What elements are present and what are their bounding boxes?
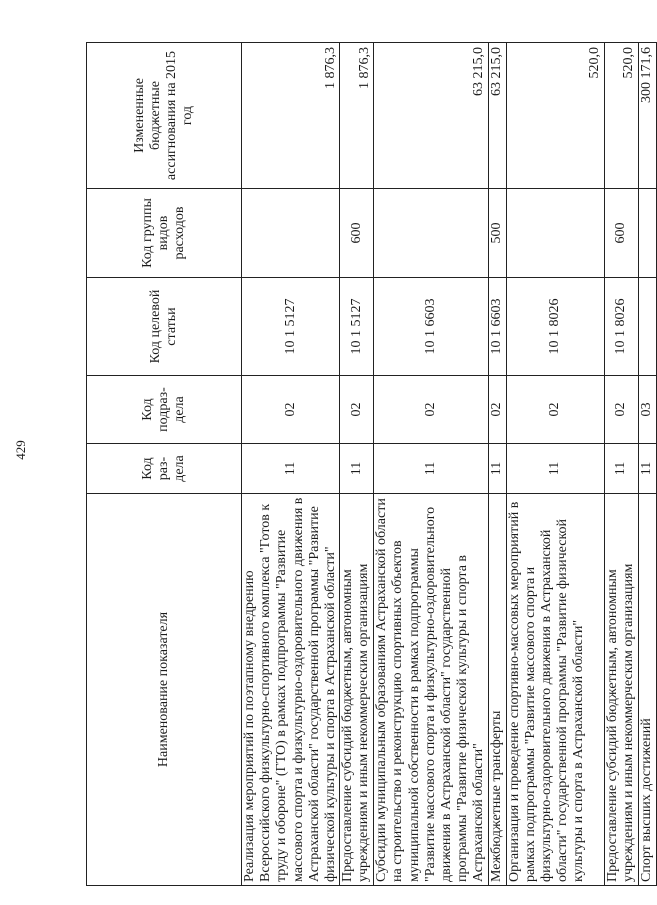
row-razdel: 11: [340, 444, 374, 494]
row-razdel: 11: [374, 444, 488, 494]
row-amount: 63 215,0: [488, 43, 506, 189]
row-vid: [638, 189, 656, 278]
row-vid: 600: [340, 189, 374, 278]
row-name: Предоставление субсидий бюджетным, автономным учреждениям и иным некоммерческим организациям: [604, 494, 638, 886]
row-name: Реализация мероприятий по поэтапному внедрению Всероссийского физкультурно-спортивного комплекса "Готов к труду и обороне" (ГТО) в рамках подпрограммы "Развитие массового спорта и физкультурно-оздоровительного движения в Астраханской области" государственной программы "Развитие физической культуры и спорта в Астраханской области": [242, 494, 340, 886]
table-row: [340, 43, 374, 886]
row-amount: 63 215,0: [374, 43, 488, 189]
row-podrazdel: 02: [488, 376, 506, 444]
row-name: Спорт высших достижений: [638, 494, 656, 886]
row-name: Организация и проведение спортивно-массовых мероприятий в рамках подпрограммы "Развитие массового спорта и физкультурно-оздоровительного движения в Астраханской области" государственной программы "Развитие физической культуры и спорта в Астраханской области": [506, 494, 604, 886]
row-vid: 500: [488, 189, 506, 278]
row-amount: 1 876,3: [340, 43, 374, 189]
row-razdel: 11: [638, 444, 656, 494]
row-tselevaya: 10 1 6603: [488, 278, 506, 376]
row-tselevaya: 10 1 5127: [340, 278, 374, 376]
row-podrazdel: 02: [604, 376, 638, 444]
row-vid: [242, 189, 340, 278]
header-amount: Измененные бюджетные ассигнования на 2015 год: [87, 43, 242, 189]
row-amount: 1 876,3: [242, 43, 340, 189]
row-razdel: 11: [242, 444, 340, 494]
row-podrazdel: 02: [242, 376, 340, 444]
row-tselevaya: 10 1 6603: [374, 278, 488, 376]
header-podrazdel: Код подраз-дела: [87, 376, 242, 444]
header-razdel: Код раз-дела: [87, 444, 242, 494]
header-tselevaya: Код целевой статьи: [87, 278, 242, 376]
table-row: [638, 43, 656, 886]
row-name: Межбюджетные трансферты: [488, 494, 506, 886]
budget-table: [86, 42, 657, 886]
row-amount: 300 171,6: [638, 43, 656, 189]
header-name: Наименование показателя: [87, 494, 242, 886]
row-vid: [506, 189, 604, 278]
row-podrazdel: 02: [374, 376, 488, 444]
row-name: Субсидии муниципальным образованиям Астраханской области на строительство и реконструкцию спортивных объектов муниципальной собственности в рамках подпрограммы "Развитие массового спорта и физкультурно-оздоровительного движения в Астраханской области" государственной программы "Развитие физической культуры и спорта в Астраханской области": [374, 494, 488, 886]
row-podrazdel: 02: [506, 376, 604, 444]
table-row: [488, 43, 506, 886]
table-row: [374, 43, 488, 886]
row-razdel: 11: [506, 444, 604, 494]
row-tselevaya: 10 1 8026: [604, 278, 638, 376]
row-name: Предоставление субсидий бюджетным, автономным учреждениям и иным некоммерческим организациям: [340, 494, 374, 886]
row-amount: 520,0: [506, 43, 604, 189]
table-row: [242, 43, 340, 886]
row-tselevaya: [638, 278, 656, 376]
header-vid: Код группы видов расходов: [87, 189, 242, 278]
row-podrazdel: 02: [340, 376, 374, 444]
row-tselevaya: 10 1 8026: [506, 278, 604, 376]
row-razdel: 11: [604, 444, 638, 494]
row-amount: 520,0: [604, 43, 638, 189]
row-podrazdel: 03: [638, 376, 656, 444]
budget-table-container: [86, 43, 655, 886]
row-vid: 600: [604, 189, 638, 278]
page-number: 429: [13, 440, 28, 460]
table-row: [506, 43, 604, 886]
row-razdel: 11: [488, 444, 506, 494]
table-row: [604, 43, 638, 886]
row-tselevaya: 10 1 5127: [242, 278, 340, 376]
table-header-row: [87, 43, 242, 886]
row-vid: [374, 189, 488, 278]
